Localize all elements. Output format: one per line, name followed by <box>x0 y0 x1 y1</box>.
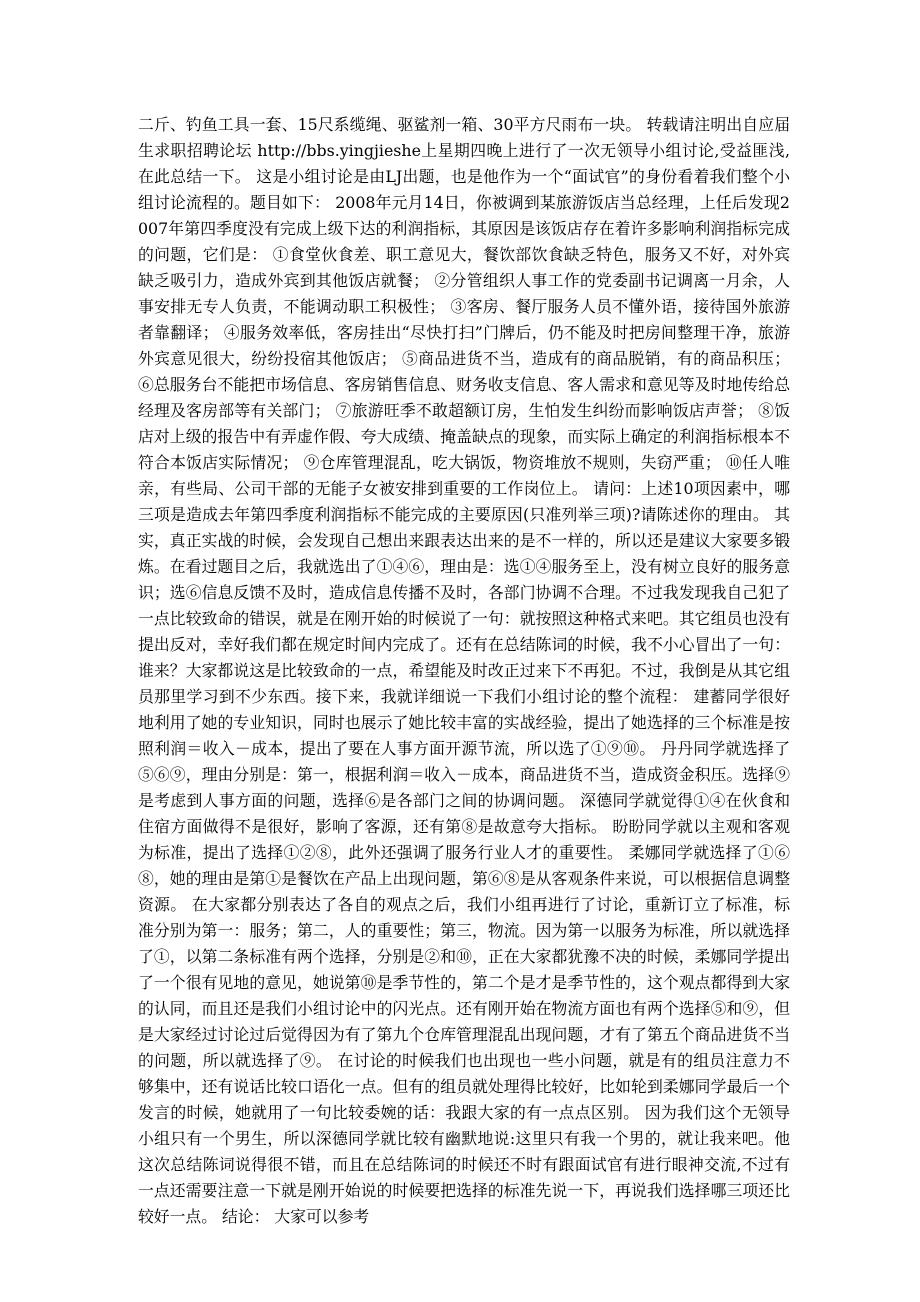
body-paragraph: 二斤、钓鱼工具一套、15尺系缆绳、驱鲨剂一箱、30平方尺雨布一块。 转载请注明出自应届生求职招聘论坛 http://bbs.yingjieshe上星期四晚上进行了一次无领导小组讨论,受益匪浅,在此总结一下。 这是小组讨论是由LJ出题，也是他作为一个“面试官”的身份看着我们整个小组讨论流程的。题目如下： 2008年元月14日，你被调到某旅游饭店当总经理，上任后发现2007年第四季度没有完成上级下达的利润指标，其原因是该饭店存在着许多影响利润指标完成的问题，它们是： ①食堂伙食差、职工意见大，餐饮部饮食缺乏特色，服务又不好，对外宾缺乏吸引力，造成外宾到其他饭店就餐； ②分管组织人事工作的党委副书记调离一月余，人事安排无专人负责，不能调动职工积极性； ③客房、餐厅服务人员不懂外语，接待国外旅游者靠翻译； ④服务效率低，客房挂出“尽快打扫”门牌后，仍不能及时把房间整理干净，旅游外宾意见很大，纷纷投宿其他饭店； ⑤商品进货不当，造成有的商品脱销，有的商品积压； ⑥总服务台不能把市场信息、客房销售信息、财务收支信息、客人需求和意见等及时地传给总经理及客房部等有关部门； ⑦旅游旺季不敢超额订房，生怕发生纠纷而影响饭店声誉； ⑧饭店对上级的报告中有弄虚作假、夸大成绩、掩盖缺点的现象，而实际上确定的利润指标根本不符合本饭店实际情况； ⑨仓库管理混乱，吃大锅饭，物资堆放不规则，失窃严重； ⑩任人唯亲，有些局、公司干部的无能子女被安排到重要的工作岗位上。 请问：上述10项因素中，哪三项是造成去年第四季度利润指标不能完成的主要原因(只准列举三项)?请陈述你的理由。 其实，真正实战的时候，会发现自己想出来跟表达出来的是不一样的，所以还是建议大家要多锻炼。在看过题目之后，我就选出了①④⑥，理由是：选①④服务至上，没有树立良好的服务意识；选⑥信息反馈不及时，造成信息传播不及时，各部门协调不合理。不过我发现我自己犯了一点比较致命的错误，就是在刚开始的时候说了一句：就按照这种格式来吧。其它组员也没有提出反对，幸好我们都在规定时间内完成了。还有在总结陈词的时候，我不小心冒出了一句：谁来？大家都说这是比较致命的一点，希望能及时改正过来下不再犯。不过，我倒是从其它组员那里学习到不少东西。接下来，我就详细说一下我们小组讨论的整个流程： 建蓄同学很好地利用了她的专业知识，同时也展示了她比较丰富的实战经验，提出了她选择的三个标准是按照利润＝收入－成本，提出了要在人事方面开源节流，所以选了①⑨⑩。 丹丹同学就选择了⑤⑥⑨，理由分别是：第一，根据利润＝收入－成本，商品进货不当，造成资金积压。选择⑨是考虑到人事方面的问题，选择⑥是各部门之间的协调问题。 深德同学就觉得①④在伙食和住宿方面做得不是很好，影响了客源，还有第⑧是故意夸大指标。 盼盼同学就以主观和客观为标准，提出了选择①②⑧，此外还强调了服务行业人才的重要性。 柔娜同学就选择了①⑥⑧，她的理由是第①是餐饮在产品上出现问题，第⑥⑧是从客观条件来说，可以根据信息调整资源。 在大家都分别表达了各自的观点之后，我们小组再进行了讨论，重新订立了标准，标准分别为第一：服务；第二，人的重要性；第三，物流。因为第一以服务为标准，所以就选择了①，以第二条标准有两个选择，分别是②和⑩，正在大家都犹豫不决的时候，柔娜同学提出了一个很有见地的意见，她说第⑩是季节性的，第二个是才是季节性的，这个观点都得到大家的认同，而且还是我们小组讨论中的闪光点。还有刚开始在物流方面也有两个选择⑤和⑨，但是大家经过讨论过后觉得因为有了第九个仓库管理混乱出现问题，才有了第五个商品进货不当的问题，所以就选择了⑨。 在讨论的时候我们也出现也一些小问题，就是有的组员注意力不够集中，还有说话比较口语化一点。但有的组员就处理得比较好，比如轮到柔娜同学最后一个发言的时候，她就用了一句比较委婉的话：我跟大家的有一点点区别。 因为我们这个无领导小组只有一个男生，所以深德同学就比较有幽默地说:这里只有我一个男的，就让我来吧。他这次总结陈词说得很不错，而且在总结陈词的时候还不时有跟面试官有进行眼神交流,不过有一点还需要注意一下就是刚开始说的时候要把选择的标准先说一下，再说我们选择哪三项还比较好一点。 结论： 大家可以参考 <box>138 115 790 1226</box>
